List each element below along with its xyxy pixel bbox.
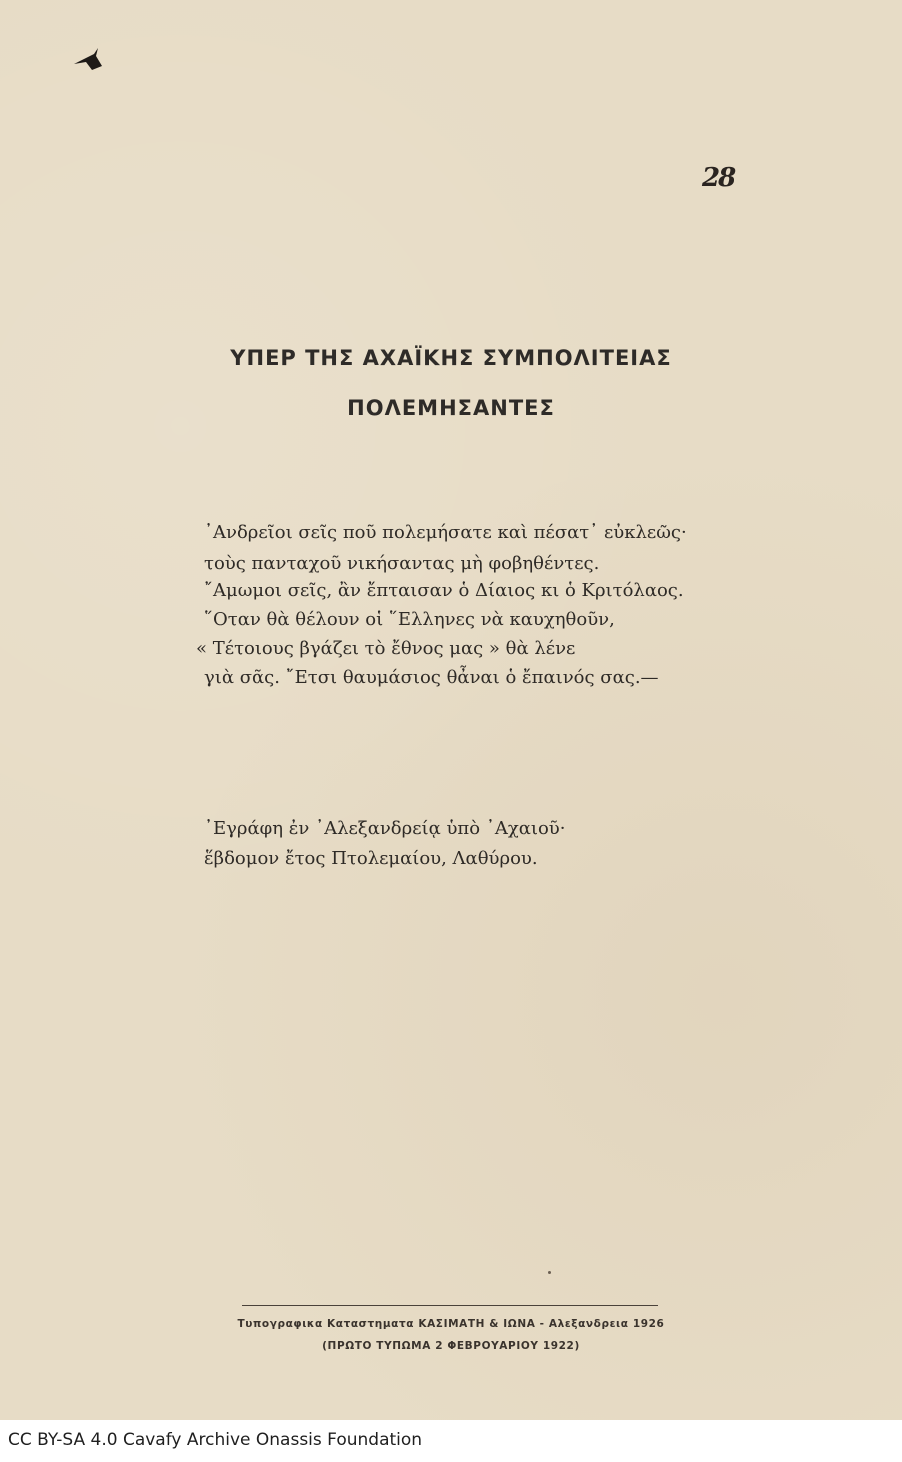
printer-imprint: Τυπογραφικα Καταστηματα ΚΑΣΙΜΑΤΗ & ΙΩΝΑ - Αλεξανδρεια 1926: [237, 1318, 665, 1330]
poem-line: ῞Οταν θὰ θέλουν οἱ ῞Ελληνες νὰ καυχηθοῦν,: [204, 609, 615, 630]
license-credit: CC BY-SA 4.0 Cavafy Archive Onassis Foundation: [8, 1430, 423, 1450]
imprint-divider: [242, 1305, 658, 1306]
handwritten-page-number: 28: [702, 163, 735, 193]
poem-line: ῎Αμωμοι σεῖς, ἂν ἔπταισαν ὁ Δίαιος κι ὁ Κριτόλαος.: [204, 580, 684, 601]
first-print-date: (ΠΡΩΤΟ ΤΥΠΩΜΑ 2 ΦΕΒΡΟΥΑΡΙΟΥ 1922): [322, 1340, 580, 1352]
poem-title-line-2: ΠΟΛΕΜΗΣΑΝΤΕΣ: [347, 396, 555, 420]
poem-note-line: ἕβδομον ἔτος Πτολεμαίου, Λαθύρου.: [204, 848, 538, 869]
poem-line: « Τέτοιους βγάζει τὸ ἔθνος μας » θὰ λένε: [196, 638, 576, 659]
poem-line: ᾽Ανδρεῖοι σεῖς ποῦ πολεμήσατε καὶ πέσατ᾽ εὐκλεῶς·: [204, 522, 687, 543]
poem-line: τοὺς πανταχοῦ νικήσαντας μὴ φοβηθέντες.: [204, 553, 600, 574]
poem-note-line: ᾽Εγράφη ἐν ᾽Αλεξανδρείᾳ ὑπὸ ᾽Αχαιοῦ·: [204, 818, 566, 839]
poem-title-line-1: ΥΠΕΡ ΤΗΣ ΑΧΑΪΚΗΣ ΣΥΜΠΟΛΙΤΕΙΑΣ: [230, 346, 672, 370]
paper-fleck: [548, 1271, 551, 1274]
poem-line: γιὰ σᾶς. ῎Ετσι θαυμάσιος θἆναι ὁ ἔπαινός σας.—: [204, 667, 659, 688]
pen-mark-icon: [72, 44, 108, 74]
